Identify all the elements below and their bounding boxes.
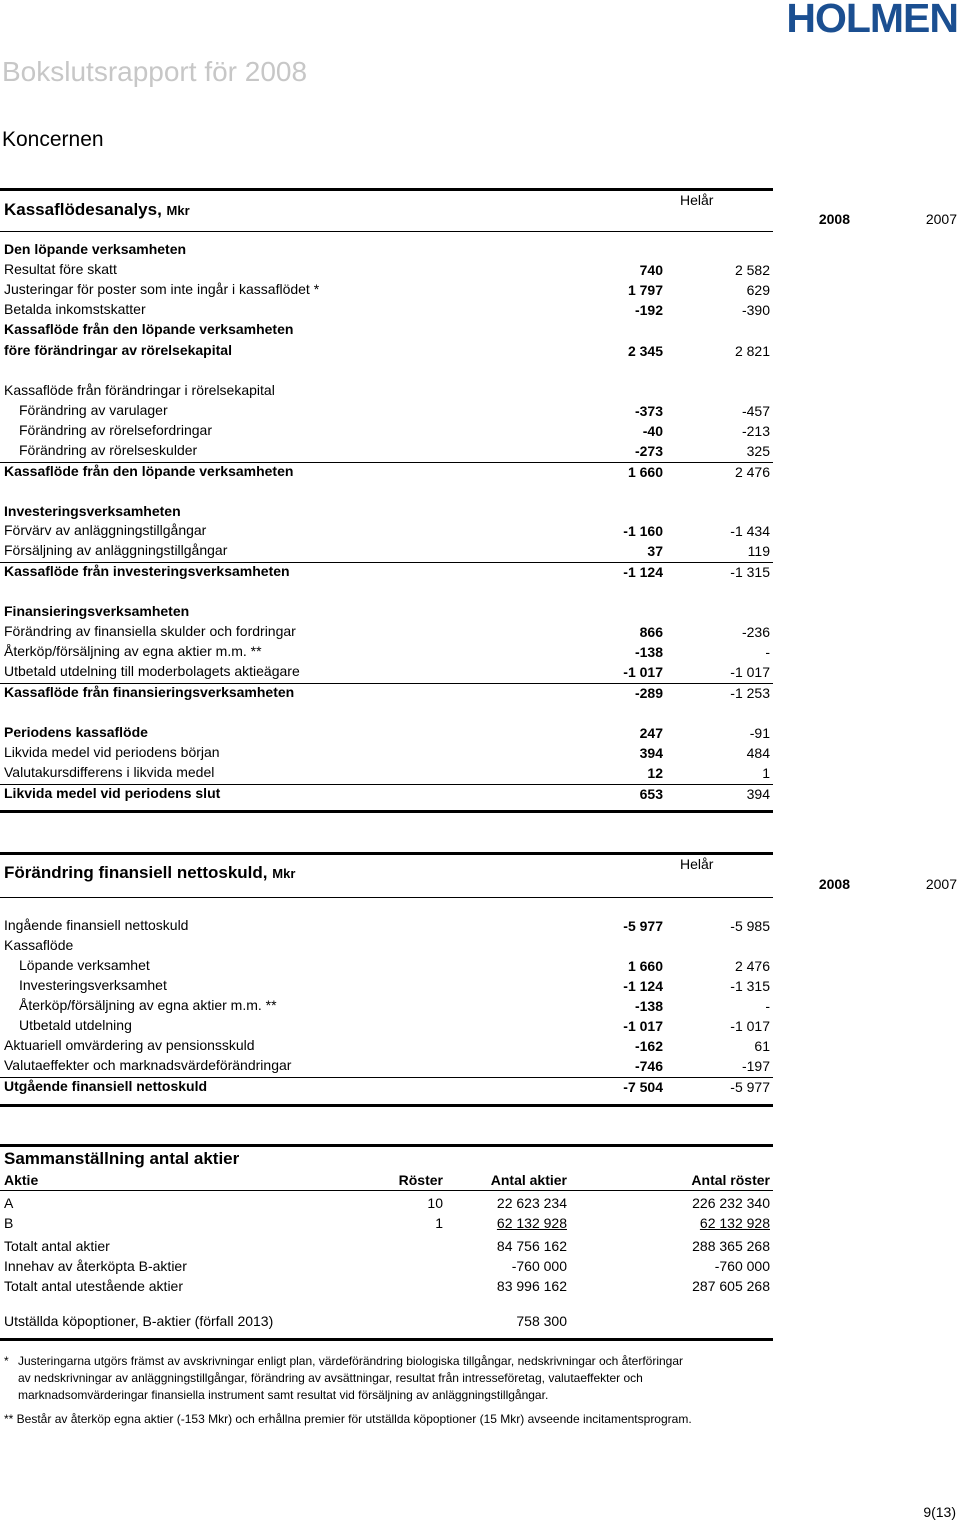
cashflow-value-2008: 1 797 (627, 282, 663, 298)
cashflow-period: Helår (680, 192, 714, 208)
netdebt-header-rule (0, 897, 773, 898)
cashflow-value-2008: 247 (639, 725, 663, 741)
cashflow-value-2008: -373 (634, 403, 663, 419)
cashflow-value-2007: -236 (741, 624, 770, 640)
cashflow-value-2007: 1 (762, 765, 770, 781)
holmen-logo: HOLMEN (786, 0, 958, 41)
netdebt-row (0, 1057, 773, 1077)
cashflow-row-label: Kassaflöde från investeringsverksamheten (4, 563, 290, 579)
netdebt-value-2007: -5 985 (730, 918, 770, 934)
cashflow-row-label: Kassaflöde från finansieringsverksamheten (4, 684, 295, 700)
cashflow-row-label: Förvärv av anläggningstillgångar (4, 522, 207, 538)
cashflow-title: Kassaflödesanalys, Mkr (4, 200, 190, 219)
netdebt-title: Förändring finansiell nettoskuld, Mkr (4, 863, 296, 882)
netdebt-value-2007: 2 476 (734, 958, 770, 974)
netdebt-row (0, 997, 773, 1017)
netdebt-value-2008: -746 (634, 1058, 663, 1074)
cashflow-value-2008: 394 (639, 745, 663, 761)
cashflow-row (0, 301, 773, 321)
netdebt-row (0, 937, 773, 957)
cashflow-value-2007: -1 315 (730, 564, 770, 580)
footnote-1-line-3: marknadsomvärderingar finansiella instrument samt resultat vid försäljning av anläggningstillgångar. (18, 1388, 549, 1402)
cashflow-value-2007: -1 253 (730, 685, 770, 701)
netdebt-year-2008: 2008 (818, 876, 850, 892)
cashflow-value-2007: - (765, 644, 770, 660)
cashflow-row-label: Kassaflöde från den löpande verksamheten (4, 463, 294, 479)
netdebt-value-2007: -1 315 (730, 978, 770, 994)
cashflow-row (0, 663, 773, 683)
cashflow-row (0, 623, 773, 643)
shares-row-treasury: Innehav av återköpta B-aktier -760 000 -760 000 (4, 1258, 770, 1274)
cashflow-value-2008: -138 (634, 644, 663, 660)
cashflow-value-2008: 2 345 (627, 343, 663, 359)
cashflow-value-2008: -289 (634, 685, 663, 701)
cashflow-row-label: Förändring av finansiella skulder och fordringar (4, 623, 296, 639)
cashflow-value-2008: -273 (634, 443, 663, 459)
netdebt-value-2008: -1 124 (623, 978, 663, 994)
netdebt-value-2007: -1 017 (730, 1018, 770, 1034)
cashflow-row-label: Valutakursdifferens i likvida medel (4, 764, 215, 780)
netdebt-row-label: Löpande verksamhet (19, 957, 150, 973)
netdebt-value-2007: -5 977 (730, 1079, 770, 1095)
netdebt-period: Helår (680, 856, 714, 872)
cashflow-row-label: Förändring av varulager (19, 402, 168, 418)
cashflow-value-2007: 2 582 (734, 262, 770, 278)
cashflow-row (0, 603, 773, 623)
netdebt-value-2008: -138 (634, 998, 663, 1014)
cashflow-row (0, 744, 773, 764)
cashflow-year-2008: 2008 (818, 211, 850, 227)
cashflow-row-label: Likvida medel vid periodens slut (4, 785, 221, 801)
cashflow-row (0, 241, 773, 261)
shares-row-b: B 1 62 132 928 62 132 928 (4, 1215, 770, 1231)
netdebt-top-rule (0, 852, 773, 855)
cashflow-value-2007: 2 821 (734, 343, 770, 359)
cashflow-value-2007: 484 (746, 745, 770, 761)
netdebt-row-label: Ingående finansiell nettoskuld (4, 917, 189, 933)
cashflow-row (0, 522, 773, 542)
shares-row-outstanding: Totalt antal utestående aktier 83 996 162 287 605 268 (4, 1278, 770, 1294)
shares-header-row: Aktie Röster Antal aktier Antal röster (4, 1172, 770, 1188)
cashflow-row-label: Utbetald utdelning till moderbolagets aktieägare (4, 663, 300, 679)
cashflow-row (0, 382, 773, 402)
cashflow-row-label: Investeringsverksamheten (4, 503, 181, 519)
shares-top-rule (0, 1144, 773, 1147)
cashflow-row (0, 321, 773, 341)
cashflow-row (0, 563, 773, 583)
cashflow-value-2008: 12 (647, 765, 663, 781)
netdebt-value-2008: -7 504 (623, 1079, 663, 1095)
cashflow-header-rule (0, 231, 773, 232)
shares-row-a: A 10 22 623 234 226 232 340 (4, 1195, 770, 1211)
cashflow-value-2007: -457 (741, 403, 770, 419)
netdebt-value-2007: 61 (754, 1038, 770, 1054)
cashflow-row-label: Justeringar för poster som inte ingår i kassaflödet * (4, 281, 320, 297)
cashflow-value-2007: 629 (746, 282, 770, 298)
cashflow-row-label: Förändring av rörelsefordringar (19, 422, 212, 438)
cashflow-row (0, 724, 773, 744)
netdebt-row (0, 977, 773, 997)
cashflow-row (0, 442, 773, 462)
netdebt-row-label: Valutaeffekter och marknadsvärdeförändringar (4, 1057, 292, 1073)
cashflow-row-label: Periodens kassaflöde (4, 724, 148, 740)
shares-bottom-rule (0, 1338, 773, 1341)
cashflow-value-2008: 1 660 (627, 464, 663, 480)
netdebt-value-2008: -1 017 (623, 1018, 663, 1034)
shares-options-row: Utställda köpoptioner, B-aktier (förfall 2013) 758 300 (4, 1313, 567, 1329)
cashflow-value-2008: -192 (634, 302, 663, 318)
netdebt-value-2007: - (765, 998, 770, 1014)
cashflow-row-label: Den löpande verksamheten (4, 241, 187, 257)
cashflow-row (0, 402, 773, 422)
netdebt-value-2008: -162 (634, 1038, 663, 1054)
cashflow-row (0, 463, 773, 483)
cashflow-value-2008: 37 (647, 543, 663, 559)
cashflow-value-2007: 119 (747, 543, 770, 559)
cashflow-value-2008: -40 (642, 423, 663, 439)
cashflow-row (0, 342, 773, 362)
cashflow-year-2007: 2007 (925, 211, 957, 227)
cashflow-value-2008: -1 017 (623, 664, 663, 680)
netdebt-row-label: Utgående finansiell nettoskuld (4, 1078, 208, 1094)
netdebt-row-label: Återköp/försäljning av egna aktier m.m. ** (19, 997, 277, 1013)
netdebt-row-label: Investeringsverksamhet (19, 977, 167, 993)
cashflow-row-label: Återköp/försäljning av egna aktier m.m. ** (4, 643, 262, 659)
cashflow-bottom-rule (0, 810, 773, 813)
cashflow-row-label: Betalda inkomstskatter (4, 301, 146, 317)
netdebt-row-label: Aktuariell omvärdering av pensionsskuld (4, 1037, 255, 1053)
cashflow-value-2007: -1 017 (730, 664, 770, 680)
footnote-1-line-2: av nedskrivningar av anläggningstillgångar, förändring av avsättningar, resultat från intresseföretag, valutaeffekter och (18, 1371, 643, 1385)
netdebt-bottom-rule (0, 1104, 773, 1107)
cashflow-row (0, 764, 773, 784)
netdebt-value-2008: 1 660 (627, 958, 663, 974)
shares-header-rule (0, 1190, 773, 1191)
cashflow-row (0, 261, 773, 281)
cashflow-value-2007: -91 (749, 725, 770, 741)
cashflow-value-2007: -1 434 (730, 523, 770, 539)
netdebt-row (0, 1017, 773, 1037)
netdebt-row-label: Utbetald utdelning (19, 1017, 132, 1033)
cashflow-row-label: Kassaflöde från förändringar i rörelsekapital (4, 382, 275, 398)
cashflow-value-2007: 325 (746, 443, 770, 459)
netdebt-value-2007: -197 (741, 1058, 770, 1074)
page-number: 9(13) (923, 1504, 956, 1520)
cashflow-row-label: Likvida medel vid periodens början (4, 744, 220, 760)
cashflow-value-2007: -390 (741, 302, 770, 318)
cashflow-top-rule (0, 188, 773, 191)
cashflow-row (0, 643, 773, 663)
cashflow-value-2007: -213 (741, 423, 770, 439)
cashflow-row (0, 785, 773, 805)
netdebt-row (0, 917, 773, 937)
cashflow-value-2008: -1 124 (623, 564, 663, 580)
cashflow-row-label: Resultat före skatt (4, 261, 117, 277)
footnote-1-marker: * (4, 1354, 9, 1368)
netdebt-row-label: Kassaflöde (4, 937, 74, 953)
cashflow-row (0, 684, 773, 704)
cashflow-value-2007: 394 (746, 786, 770, 802)
cashflow-row-label: Förändring av rörelseskulder (19, 442, 198, 458)
netdebt-row (0, 1037, 773, 1057)
netdebt-row (0, 1078, 773, 1098)
netdebt-row (0, 957, 773, 977)
cashflow-row-label: Finansieringsverksamheten (4, 603, 190, 619)
cashflow-row-label: före förändringar av rörelsekapital (4, 342, 232, 358)
cashflow-value-2008: 740 (639, 262, 663, 278)
footnote-2: ** Består av återköp egna aktier (-153 Mkr) och erhållna premier för utställda köpoptioner (15 Mkr) avseende incitamentsprogram. (4, 1412, 692, 1426)
netdebt-value-2008: -5 977 (623, 918, 663, 934)
cashflow-row-label: Försäljning av anläggningstillgångar (4, 542, 228, 558)
footnote-1-line-1: Justeringarna utgörs främst av avskrivningar enligt plan, värdeförändring biologiska tillgångar, nedskrivningar och återföringar (18, 1354, 684, 1368)
cashflow-value-2008: 866 (639, 624, 663, 640)
shares-row-total: Totalt antal aktier 84 756 162 288 365 268 (4, 1238, 770, 1254)
report-title: Bokslutsrapport för 2008 (2, 56, 308, 87)
shares-title: Sammanställning antal aktier (4, 1149, 240, 1168)
cashflow-value-2008: 653 (639, 786, 663, 802)
cashflow-row (0, 281, 773, 301)
cashflow-row (0, 422, 773, 442)
netdebt-year-2007: 2007 (925, 876, 957, 892)
cashflow-value-2007: 2 476 (734, 464, 770, 480)
cashflow-row-label: Kassaflöde från den löpande verksamheten (4, 321, 294, 337)
cashflow-value-2008: -1 160 (623, 523, 663, 539)
cashflow-row (0, 503, 773, 523)
cashflow-row (0, 542, 773, 562)
group-title: Koncernen (2, 128, 104, 151)
